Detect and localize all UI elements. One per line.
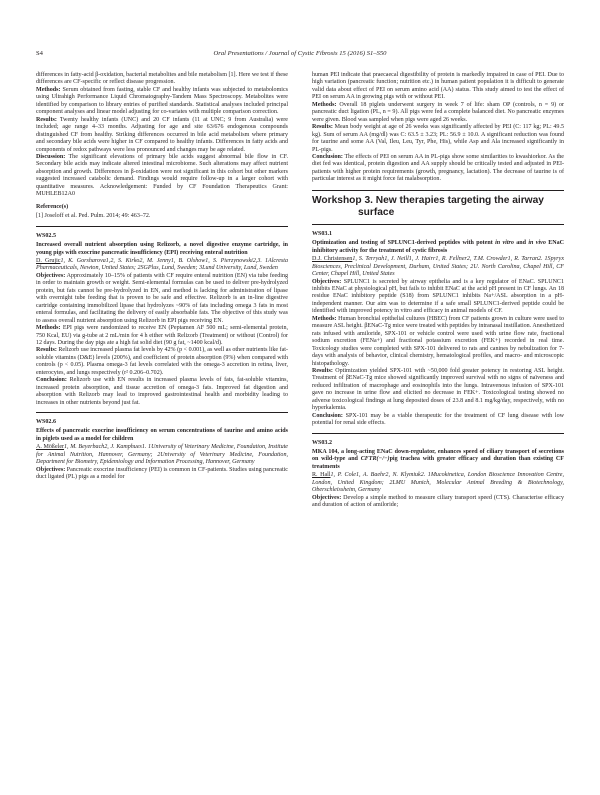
- abstract-divider: [312, 224, 564, 225]
- abstract-title: Increased overall nutrient absorption using Relizorb, a novel digestive enzyme cartridge, in young pigs with exocrine pancreatic insufficiency (EPI) receiving enteral nutrition: [36, 242, 288, 256]
- conclusion-section: Conclusion: SPX-101 may be a viable therapeutic for the treatment of CF lung disease with low potential for renal side effects.: [312, 412, 564, 427]
- methods-section: Methods: Overall 18 piglets underwent surgery in week 7 of life: sham OP (controls, n = 9) or pancreatic duct ligation (PL, n = 9). All pigs were fed a complete balanced diet. No pancreatic enzymes were given. Blood was sampled when pigs were aged 26 weeks.: [312, 101, 564, 123]
- objectives-section: Objectives: Develop a simple method to measure ciliary transport speed (CTS). Characterise efficacy and duration of action of amiloride;: [312, 494, 564, 509]
- methods-section: Methods: EPI pigs were randomized to receive EN (Peptamen AF 500 mL; semi-elemental protein, 750 Kcal, EU) via g-tube at 2 mL/min for 4 h either with Relizorb (Treatment) or without (Control) for 12 days. During the day pigs ate a high fat solid diet (90 g fat, ~1400 kcal/d).: [36, 325, 288, 346]
- results-section: Results: Twenty healthy infants (UNC) and 20 CF infants (11 at UNC; 9 from Australia) were included; age range 4–33 months. Adjusting for age and site 63/676 endogenous compounds distinguished CF from healthy. Striking differences occurred in bile acid metabolism where primary and secondary bile acids were higher in CF compared to healthy infants. Differences in fatty acids and components of redox pathways were less pronounced and changes may be age related.: [36, 116, 288, 153]
- results-section: Results: Optimization yielded SPX-101 with ~50,000 fold greater potency in restoring ASL height. Treatment of βENaC-Tg mice showed significantly improved survival with no signs of naïveness and reduced infiltration of macrophage and eosinophils into the lungs. Intravenous infusion of SPX-101 gave no increase in urine flow and elicited no decrease in FEK+. Toxicological testing showed no adverse toxicological findings at lung deposited doses of 23.8 and 8.1 mg/kg/day, respectively, with no hyperkalemia.: [312, 367, 564, 412]
- abstract-id: WS03.1: [312, 230, 332, 237]
- journal-citation: Oral Presentations / Journal of Cystic Fibrosis 15 (2016) S1–S50: [213, 50, 387, 57]
- abstract-id: WS02.6: [36, 419, 56, 426]
- abstract-title: MKA 104, a long-acting ENaC down-regulator, enhances speed of ciliary transport of secretions on wild-type and CFTR(−/−)pig trachea with greater efficacy and duration than existing CF treatments: [312, 449, 564, 470]
- results-section: Results: Mean body weight at age of 26 weeks was significantly affected by PEI (C: 117 kg; PL: 49.5 kg). Sum of serum AA (mg/dl) was C: 63.5 ± 3.23; PL: 56.9 ± 10.0. A significant reduction was found for taurine and some AA (Val, Ileu, Leu, Tyr, Phe, His), while Asp and Ala increased significantly in PL-pigs.: [312, 124, 564, 153]
- references-heading: Reference(s): [36, 203, 69, 210]
- abstract-id: WS02.5: [36, 232, 56, 239]
- left-column: [36, 72, 288, 482]
- abstract-divider: [36, 412, 288, 413]
- abstract-authors: A. Mößeler1, M. Beyerbach2, J. Kamphues1. 1University of Veterinary Medicine, Foundation, Institute for Animal Nutrition, Hannover, Germany; 2University of Veterinary Medicine, Foundation, Department for Biometry, Epidemiology and Information Processing, Hannover, Germany: [36, 444, 288, 466]
- abstract-title: Optimization and testing of SPLUNC1-derived peptides with potent in vitro and in vivo ENaC inhibitory activity for the treatment of cystic fibrosis: [312, 240, 564, 254]
- abstract-divider: [36, 226, 288, 227]
- discussion-section: Discussion: The significant elevations of primary bile acids suggest abnormal bile flow in CF. Secondary bile acids may indicate altered intestinal microbiome. Such alterations may affect nutrient absorption and growth. Differences in β-oxidation were not significant in this cohort but other markers suggested increased catabolic demand. Findings would require follow-up in a larger cohort with quantitative measures. Acknowledgement: Funded by CF Foundation Therapeutics Grant: MUHLEB12A0: [36, 153, 288, 198]
- page-number: S4: [36, 50, 43, 57]
- abstract-authors: R. Hall1, P. Cole1, A. Baehr2, N. Klymiuk2. 1Mucokinetica, London Bioscience Innovation Centre, London, United Kingdom; 2LMU Munich, Molecular Animal Breeding & Biotechnology, Oberschleissheim, Germany: [312, 472, 564, 494]
- workshop-heading: Workshop 3. New therapies targeting the airway surface: [312, 194, 544, 218]
- right-column: [312, 72, 564, 510]
- workshop-divider: [312, 190, 564, 191]
- methods-section: Methods: Serum obtained from fasting, stable CF and healthy infants was subjected to metabolomics using Ultrahigh Performance Liquid Chromatography-Tandem Mass Spectroscopy. Metabolites were identified by comparison to library entries of purified standards. Statistical analyses included principal component analyses and linear model adjusting for co-variates with multiple comparison correction.: [36, 86, 288, 116]
- abstract-id: WS03.2: [312, 439, 332, 446]
- results-section: Results: Relizorb use increased plasma fat levels by 42% (p < 0.001), as well as other nutrients like fat-soluble vitamins (D&E) levels (200%), and coefficient of protein absorption (9%) when compared with controls (p < 0.05). Plasma omega-3 fat levels correlated with the omega-3 accretion in retina, liver, enterocytes, and lungs respectively (r² 0.206–0.702).: [36, 347, 288, 376]
- objectives-section: Objectives: Approximately 10–15% of patients with CF require enteral nutrition (EN) via tube feeding in order to maintain growth or weight. Semi-elemental formulas can be used to deliver pre-hydrolyzed protein, but fats cannot be pre-hydrolyzed in EN, and method is lacking for administration of lipase with overnight tube feeding that is proven to be safe and effective. Relizorb is an in-line digestive cartridge containing immobilized lipase that hydrolyzes ~90% of fats including omega 3 fats in most enteral formulas, and facilitating the delivery of easily absorbable fats. The objective of this study was to assess overall nutrient absorption using Relizorb in EPI pigs receiving EN.: [36, 272, 288, 324]
- methods-section: Methods: Human bronchial epithelial cultures (HBEC) from CF patients grown in culture were used to measure ASL height. βENaC-Tg mice were treated with peptides by intranasal instillation. Anesthetized rats infused with amiloride, SPX-101 or vehicle control were used with urine flow rate, fractional sodium excretion (FENa+) and fractional potassium excretion (FEK+) recorded in real time. Toxicology studies were completed with SPX-101 delivered to rats and canines by nebulization for 7-days with analysis of behavior, clinical chemistry, hematological profiles, and macro- and microscopic histopathology.: [312, 315, 564, 367]
- objectives-section: Objectives: Pancreatic exocrine insufficiency (PEI) is common in CF-patients. Studies using pancreatic duct ligated (PL) pigs as a model for: [36, 466, 288, 481]
- objectives-section: Objectives: SPLUNC1 is secreted by airway epithelia and is a key regulator of ENaC. SPLUNC1 inhibits ENaC at physiological pH, but fails to inhibit ENaC at the acid pH present in CF lungs. An 18 residue ENaC inhibitory peptide (S18) from SPLUNC1 inhibits Na+/ASL absorption in a pH-independent manner. Our aim was to determine if a safe small SPLUNC1-derived peptide could be identified with improved potency in vitro and efficacy in animal models of CF.: [312, 278, 564, 315]
- reference-item: [1] Joseloff et al. Ped. Pulm. 2014; 49: 463–72.: [36, 213, 151, 220]
- conclusion-section: Conclusion: The effects of PEI on serum AA in PL-pigs show some similarities to kwashiorkor. As the diet fed was identical, protein digestion and AA supply should be critically tested and adjusted in PEI-patients with higher protein requirements (growth, pregnancy, lactation). The decrease of taurine is of particular interest as it might force fat malabsorption.: [312, 153, 564, 183]
- carry-paragraph: differences in fatty-acid β-oxidation, bacterial metabolites and bile metabolism [1]. Here we test if these differences are CF-specific or reflect disease progression.: [36, 72, 288, 86]
- abstract-authors: D.J. Christensen1, S. Terryah1, J. Neill1, J. Hairr1, R. Fellner2, T.M. Crowder1, R. Tarran2. 1Spyryx Biosciences, Preclinical Development, Durham, United States; 2U. North Carolina, Chapel Hill, CF Center, Chapel Hill, United States: [312, 256, 565, 278]
- abstract-divider: [312, 433, 564, 434]
- carry-paragraph: human PEI indicate that praecaecal digestibility of protein is markedly impaired in case of PEI. Due to high variation (pancreatic function; nutrition etc.) in human patient population it is difficult to generate valid data about effect of PEI on serum amino acid (AA) status. This study aimed to test the effect of PEI on serum AA in growing pigs with or without PEI.: [312, 72, 564, 101]
- conclusion-section: Conclusion: Relizorb use with EN results in increased plasma levels of fats, fat-soluble vitamins, increased protein absorption, and tissue accretion of omega-3 fats. Improved fat digestion and absorption with Relizorb may lead to improved gastrointestinal health and morbidity leading to increases in other nutrients beyond just fat.: [36, 377, 288, 406]
- abstract-authors: D. Grujic1, K. Gorsharova1,2, S. Kirko2, M. Jenny1, B. Olshow1, S. Pierzynowski2,3. 1Alcresta Pharmaceuticals, Newton, United States; 2SGPlus, Lund, Sweden; 3Lund University, Lund, Sweden: [36, 257, 288, 272]
- abstract-title: Effects of pancreatic exocrine insufficiency on serum concentrations of taurine and amino acids in piglets used as a model for children: [36, 428, 288, 442]
